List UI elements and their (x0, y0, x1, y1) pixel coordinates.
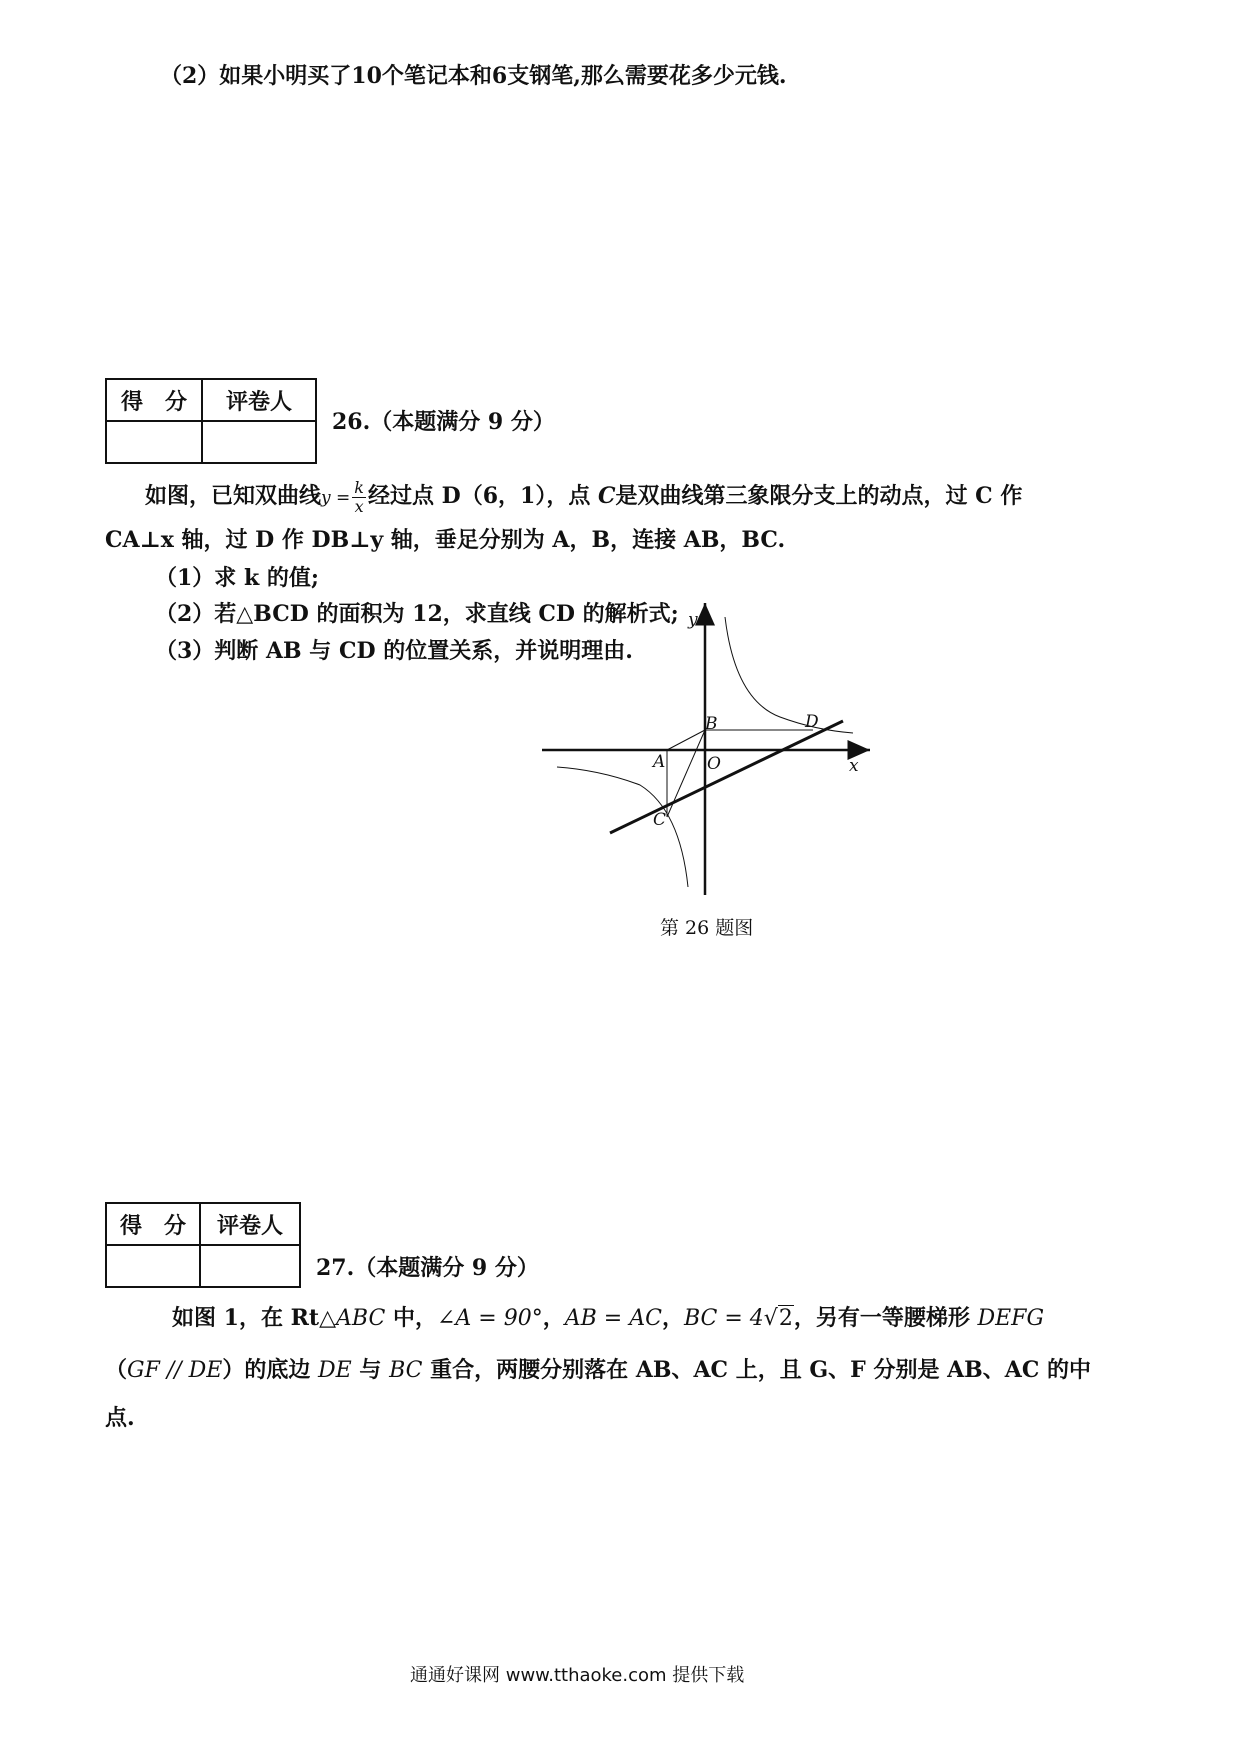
q27-gfde: GF // DE (127, 1358, 223, 1383)
q26-intro-c-var: C (598, 483, 616, 509)
q26-fraction (352, 479, 366, 516)
q27-line1-e: ，另有一等腰梯形 (793, 1305, 978, 1331)
q26-intro-a: 如图，已知双曲线 (145, 483, 322, 509)
q27-line2-a: （ (105, 1357, 128, 1383)
q26-frac-den: x (354, 496, 364, 516)
grader-cell (200, 1245, 300, 1287)
q27-abc: ABC (336, 1306, 386, 1331)
q26-part2: （2）若△BCD 的面积为 12，求直线 CD 的解析式; (155, 601, 679, 627)
grader-label: 评卷人 (200, 1203, 300, 1245)
q26-intro-c: 是双曲线第三象限分支上的动点，过 C 作 (615, 483, 1023, 509)
footer-text: 通通好课网 www.tthaoke.com 提供下载 (410, 1665, 745, 1686)
segment-ab (667, 730, 705, 750)
q26-frac-num: k (354, 477, 364, 497)
label-y: y (688, 610, 698, 630)
q27-header: 27.（本题满分 9 分） (316, 1255, 539, 1281)
score-label: 得 分 (106, 379, 202, 421)
q27-line2-b: ）的底边 (222, 1357, 319, 1383)
label-a: A (653, 752, 666, 772)
q26-part1: （1）求 k 的值; (155, 565, 319, 591)
q27-angle: ∠A = 90° (436, 1306, 543, 1331)
q26-figure (535, 595, 880, 905)
q27-line2-c: 与 (351, 1357, 390, 1383)
q27-sqrt: 2 (778, 1306, 793, 1331)
q27-line3: 点. (105, 1405, 135, 1431)
q26-caption: 第 26 题图 (660, 917, 754, 939)
q27-line1-c: ， (542, 1305, 565, 1331)
q25-part2: （2）如果小明买了10个笔记本和6支钢笔,那么需要花多少元钱. (160, 63, 787, 89)
score-cell (106, 421, 202, 463)
label-o: O (707, 754, 721, 774)
grader-cell (202, 421, 316, 463)
q27-line1-a: 如图 1，在 Rt△ (172, 1305, 336, 1331)
q27-bc-eq: BC = 4 (683, 1306, 764, 1331)
q27-line2 (105, 1356, 1091, 1385)
q26-intro-b: 经过点 D（6，1），点 (367, 483, 598, 509)
q26-intro (145, 476, 1022, 518)
score-cell (106, 1245, 200, 1287)
hyperbola-branch-1 (725, 617, 853, 733)
q26-eq-lhs: y = (321, 488, 351, 508)
q26-header: 26.（本题满分 9 分） (332, 409, 555, 435)
q27-line1: 如图 1，在 Rt△ABC 中，∠A = 90°，AB = AC，BC = 4√2，另有一等腰梯形 DEFG (172, 1305, 1045, 1331)
label-d: D (805, 712, 819, 732)
q27-line1-d: ， (661, 1305, 684, 1331)
q27-line2-d: 重合，两腰分别落在 AB、AC 上，且 G、F 分别是 AB、AC 的中 (422, 1357, 1092, 1383)
q27-line1-b: 中， (385, 1305, 437, 1331)
line-cd (610, 721, 843, 833)
q26-line2: CA⊥x 轴，过 D 作 DB⊥y 轴，垂足分别为 A，B，连接 AB，BC. (105, 527, 786, 553)
q27-abac: AB = AC (564, 1306, 662, 1331)
label-c: C (653, 810, 667, 830)
score-label: 得 分 (106, 1203, 200, 1245)
label-b: B (705, 714, 718, 734)
score-box-26 (105, 378, 317, 464)
q26-part3: （3）判断 AB 与 CD 的位置关系，并说明理由. (155, 638, 633, 664)
score-box-27 (105, 1202, 301, 1288)
label-x: x (849, 756, 859, 776)
q27-de: DE (318, 1358, 352, 1383)
q27-bc: BC (389, 1358, 423, 1383)
q27-defg: DEFG (977, 1306, 1045, 1331)
grader-label: 评卷人 (202, 379, 316, 421)
segment-bc (667, 730, 705, 817)
